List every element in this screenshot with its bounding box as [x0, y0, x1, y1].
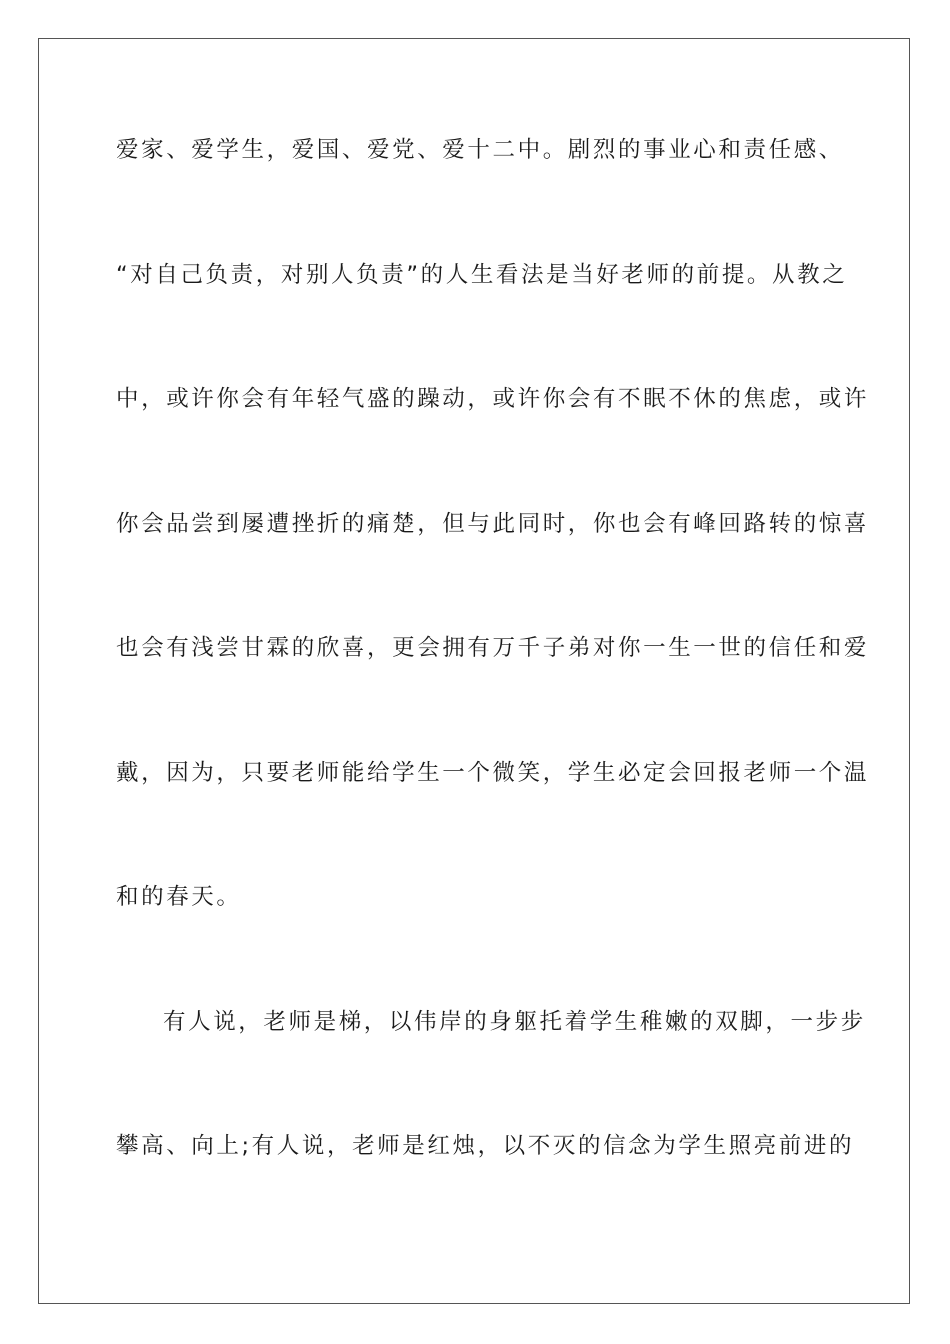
text-line: 爱家、爱学生，爱国、爱党、爱十二中。剧烈的事业心和责任感、 — [116, 137, 844, 163]
text-line: 和的春天。 — [116, 884, 242, 910]
text-line: 中，或许你会有年轻气盛的躁动，或许你会有不眠不休的焦虑，或许 — [116, 386, 870, 412]
paragraph-1 — [116, 128, 870, 1000]
text-line-indented: 有人说，老师是梯，以伟岸的身躯托着学生稚嫩的双脚，一步步 — [163, 1008, 866, 1035]
document-body — [116, 128, 870, 1249]
paragraph-2 — [116, 1000, 866, 1249]
text-line: 也会有浅尝甘霖的欣喜，更会拥有万千子弟对你一生一世的信任和爱 — [116, 635, 870, 661]
text-line: 攀高、向上;有人说，老师是红烛，以不灭的信念为学生照亮前进的 — [116, 1133, 855, 1159]
text-line: “对自己负责，对别人负责”的人生看法是当好老师的前提。从教之 — [116, 261, 848, 288]
text-line: 你会品尝到屡遭挫折的痛楚，但与此同时，你也会有峰回路转的惊喜 — [116, 510, 870, 537]
text-line: 戴，因为，只要老师能给学生一个微笑，学生必定会回报老师一个温 — [116, 759, 870, 786]
